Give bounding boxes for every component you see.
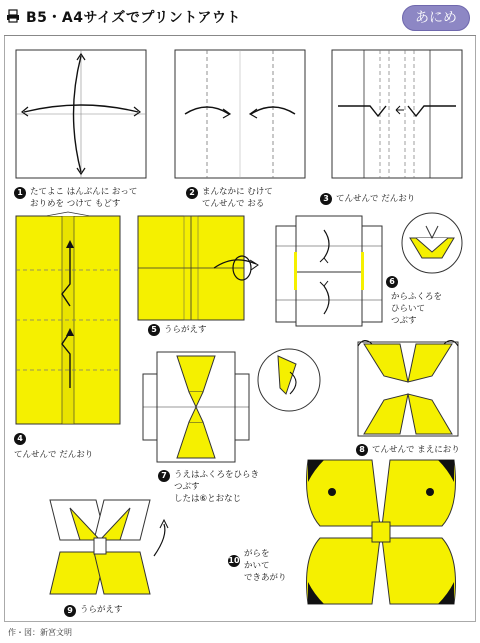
step8-diagram [354, 336, 464, 440]
printer-icon [6, 9, 20, 23]
step6-diagram [276, 216, 386, 326]
step1-diagram [16, 50, 146, 178]
anime-button[interactable]: あにめ [402, 5, 470, 31]
step10-caption: がらを かいて できあがり [244, 549, 287, 583]
step5-number: 5 [148, 324, 160, 336]
step1-caption: たてよこ はんぶんに おって おりめを つけて もどす [30, 187, 138, 209]
step6-caption: からふくろを ひらいて つぶす [391, 292, 443, 326]
step2-caption: まんなかに むけて てんせんで おる [202, 187, 273, 209]
step2-number: 2 [186, 187, 198, 199]
step4-number: 4 [14, 433, 26, 445]
page-title: B5・A4サイズでプリントアウト [26, 10, 241, 26]
step7-number: 7 [158, 470, 170, 482]
step3-caption: てんせんで だんおり [336, 194, 416, 204]
step4-caption: てんせんで だんおり [14, 450, 94, 460]
step8-number: 8 [356, 444, 368, 456]
step6-number: 6 [386, 276, 398, 288]
step9-number: 9 [64, 605, 76, 617]
step9-caption: うらがえす [80, 605, 123, 615]
step9-diagram [46, 490, 182, 604]
step10-diagram [298, 456, 464, 608]
step10-number: 10 [228, 556, 240, 565]
step2-diagram [175, 50, 305, 178]
step7-detail [256, 342, 322, 418]
step3-number: 3 [320, 193, 332, 205]
step7-caption: うえはふくろをひらき つぶす したは⑥とおなじ [174, 470, 260, 504]
step1-number: 1 [14, 187, 26, 199]
step8-caption: てんせんで まえにおり [372, 445, 460, 455]
step4-diagram [16, 212, 120, 424]
step5-caption: うらがえす [164, 325, 207, 335]
author-credit: 作・図：新宮文明 [8, 628, 72, 637]
step6-detail [396, 212, 468, 274]
step5-diagram [138, 216, 268, 320]
header-bar [0, 0, 480, 40]
step3-diagram [332, 50, 462, 178]
step7-diagram [143, 352, 253, 462]
